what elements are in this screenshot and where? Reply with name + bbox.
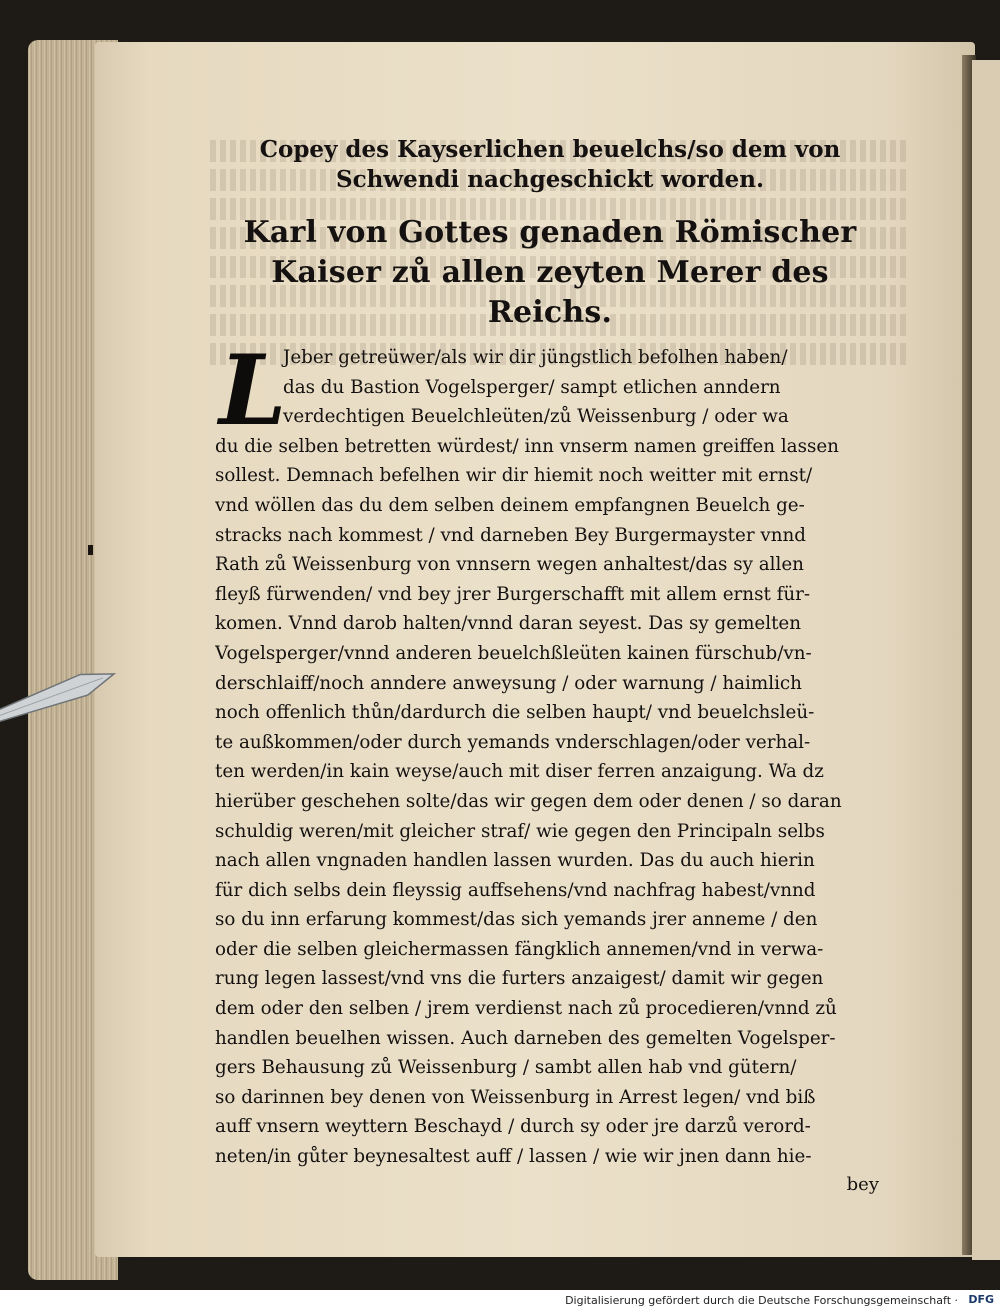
text-line: rung legen lassest/vnd vns die furters anzaigest/ damit wir gegen bbox=[215, 968, 824, 990]
text-line: komen. Vnnd darob halten/vnnd daran seyest. Das sy gemelten bbox=[215, 613, 802, 635]
text-line: oder die selben gleichermassen fängklich annemen/vnd in verwa- bbox=[215, 938, 824, 960]
decorated-initial: L bbox=[219, 334, 287, 447]
page-mark bbox=[88, 545, 93, 555]
text-line: ten werden/in kain weyse/auch mit diser ferren anzaigung. Wa dz bbox=[215, 761, 824, 783]
text-line: Rath zů Weissenburg von vnnsern wegen anhaltest/das sy allen bbox=[215, 554, 804, 576]
text-line: auff vnsern weyttern Beschayd / durch sy oder jre darzů verord- bbox=[215, 1116, 811, 1138]
text-line: fleyß fürwenden/ vnd bey jrer Burgerschafft mit allem ernst für- bbox=[215, 583, 811, 605]
text-line: so du inn erfarung kommest/das sich yemands jrer anneme / den bbox=[215, 909, 818, 931]
text-line: so darinnen bey denen von Weissenburg in Arrest legen/ vnd biß bbox=[215, 1086, 816, 1108]
text-line: derschlaiff/noch anndere anweysung / oder warnung / haimlich bbox=[215, 672, 802, 694]
title-line-1: Karl von Gottes genaden Römischer bbox=[243, 215, 857, 250]
text-line: gers Behausung zů Weissenburg / sambt allen hab vnd gütern/ bbox=[215, 1057, 797, 1079]
heading-line-1: Copey des Kayserlichen beuelchs/so dem von bbox=[259, 136, 841, 163]
facing-page-edge bbox=[972, 60, 1000, 1260]
text-line: te außkommen/oder durch yemands vnderschlagen/oder verhal- bbox=[215, 731, 811, 753]
text-line: hierüber geschehen solte/das wir gegen dem oder denen / so daran bbox=[215, 790, 842, 812]
text-line: verdechtigen Beuelchleüten/zů Weissenburg / oder wa bbox=[283, 406, 789, 428]
text-line: sollest. Demnach befelhen wir dir hiemit noch weitter mit ernst/ bbox=[215, 465, 813, 487]
body-text bbox=[215, 334, 885, 1172]
text-line: vnd wöllen das du dem selben deinem empfangnen Beuelch ge- bbox=[215, 494, 805, 516]
printed-text-block bbox=[215, 135, 885, 1198]
text-line: noch offenlich thůn/dardurch die selben haupt/ vnd beuelchsleü- bbox=[215, 702, 815, 724]
text-line: nach allen vngnaden handlen lassen wurden. Das du auch hierin bbox=[215, 850, 815, 872]
text-line: das du Bastion Vogelsperger/ sampt etlichen anndern bbox=[283, 376, 781, 398]
text-line: Jeber getreüwer/als wir dir jüngstlich befolhen haben/ bbox=[283, 347, 788, 368]
text-line: dem oder den selben / jrem verdienst nach zů procedieren/vnnd zů bbox=[215, 998, 837, 1020]
dfg-logo: DFG bbox=[968, 1293, 994, 1306]
text-line: Vogelsperger/vnnd anderen beuelchßleüten kainen fürschub/vn- bbox=[215, 642, 812, 664]
text-line: stracks nach kommest / vnd darneben Bey Burgermayster vnnd bbox=[215, 524, 806, 546]
text-line: für dich selbs dein fleyssig auffsehens/vnd nachfrag habest/vnnd bbox=[215, 879, 816, 901]
title-line-2: Kaiser zů allen zeyten Merer des Reichs. bbox=[271, 255, 829, 330]
catchword: bey bbox=[846, 1173, 879, 1195]
text-line: handlen beuelhen wissen. Auch darneben des gemelten Vogelsper- bbox=[215, 1027, 836, 1049]
text-line: neten/in gůter beynesaltest auff / lassen / wie wir jnen dann hie- bbox=[215, 1146, 812, 1168]
text-line: schuldig weren/mit gleicher straf/ wie gegen den Principaln selbs bbox=[215, 820, 825, 842]
heading-line-2: Schwendi nachgeschickt worden. bbox=[335, 166, 765, 193]
text-line: du die selben betretten würdest/ inn vnserm namen greiffen lassen bbox=[215, 435, 839, 457]
digitization-footer bbox=[0, 1290, 1000, 1310]
footer-credit: Digitalisierung gefördert durch die Deutsche Forschungsgemeinschaft · bbox=[565, 1294, 958, 1307]
